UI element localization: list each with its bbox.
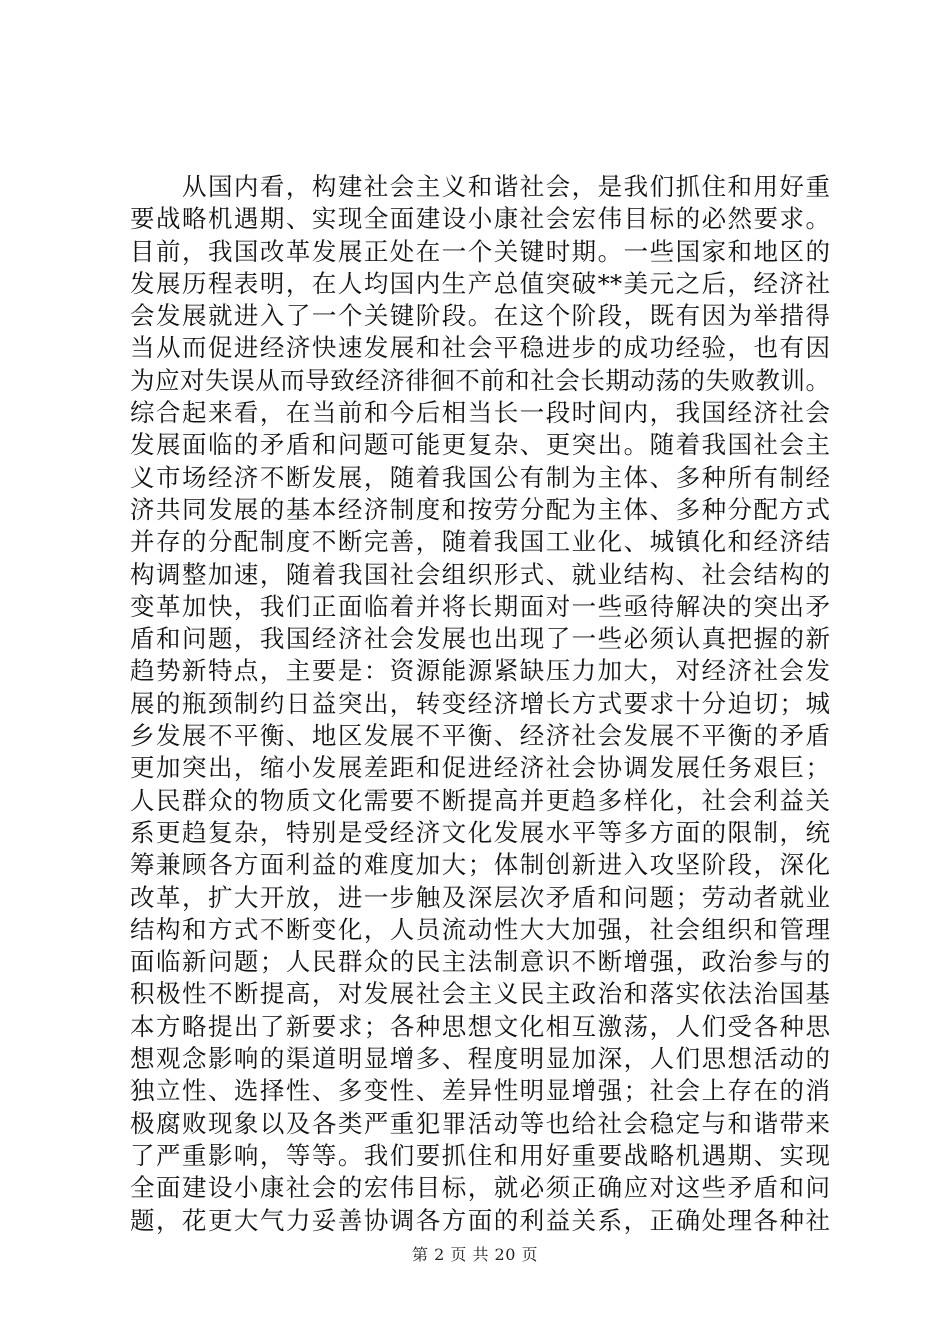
text-line: 义市场经济不断发展，随着我国公有制为主体、多种所有制经 [130, 462, 830, 492]
text-line: 了严重影响，等等。我们要抓住和用好重要战略机遇期、实现 [130, 1140, 830, 1170]
text-line: 更加突出，缩小发展差距和促进经济社会协调发展任务艰巨； [130, 753, 830, 783]
text-line: 构调整加速，随着我国社会组织形式、就业结构、社会结构的 [130, 559, 830, 589]
body-paragraph [130, 171, 830, 1237]
text-line: 积极性不断提高，对发展社会主义民主政治和落实依法治国基 [130, 979, 830, 1009]
text-line: 筹兼顾各方面利益的难度加大；体制创新进入攻坚阶段，深化 [130, 850, 830, 880]
text-line: 发展历程表明，在人均国内生产总值突破**美元之后，经济社 [130, 268, 830, 298]
text-line: 从国内看，构建社会主义和谐社会，是我们抓住和用好重 [130, 172, 830, 201]
text-line: 想观念影响的渠道明显增多、程度明显加深，人们思想活动的 [130, 1044, 830, 1074]
text-line: 并存的分配制度不断完善，随着我国工业化、城镇化和经济结 [130, 527, 830, 557]
text-line: 发展面临的矛盾和问题可能更复杂、更突出。随着我国社会主 [130, 430, 830, 460]
page-footer: 第 2 页 共 20 页 [412, 1245, 538, 1264]
text-line: 盾和问题，我国经济社会发展也出现了一些必须认真把握的新 [130, 624, 830, 654]
text-line: 全面建设小康社会的宏伟目标，就必须正确应对这些矛盾和问 [130, 1173, 830, 1203]
text-line: 本方略提出了新要求；各种思想文化相互激荡，人们受各种思 [130, 1011, 830, 1041]
text-line: 济共同发展的基本经济制度和按劳分配为主体、多种分配方式 [130, 494, 830, 524]
text-line: 趋势新特点，主要是：资源能源紧缺压力加大，对经济社会发 [130, 656, 830, 686]
text-line: 面临新问题；人民群众的民主法制意识不断增强，政治参与的 [130, 947, 830, 977]
text-line: 题，花更大气力妥善协调各方面的利益关系，正确处理各种社 [130, 1205, 830, 1235]
text-line: 独立性、选择性、多变性、差异性明显增强；社会上存在的消 [130, 1076, 830, 1106]
text-line: 综合起来看，在当前和今后相当长一段时间内，我国经济社会 [130, 398, 830, 428]
text-line: 乡发展不平衡、地区发展不平衡、经济社会发展不平衡的矛盾 [130, 721, 830, 751]
text-line: 系更趋复杂，特别是受经济文化发展水平等多方面的限制，统 [130, 817, 830, 847]
text-line: 要战略机遇期、实现全面建设小康社会宏伟目标的必然要求。 [130, 204, 830, 234]
text-line: 当从而促进经济快速发展和社会平稳进步的成功经验，也有因 [130, 333, 830, 363]
text-line: 极腐败现象以及各类严重犯罪活动等也给社会稳定与和谐带来 [130, 1108, 830, 1138]
text-line: 展的瓶颈制约日益突出，转变经济增长方式要求十分迫切；城 [130, 688, 830, 718]
text-line: 会发展就进入了一个关键阶段。在这个阶段，既有因为举措得 [130, 301, 830, 331]
text-line: 结构和方式不断变化，人员流动性大大加强，社会组织和管理 [130, 914, 830, 944]
text-line: 人民群众的物质文化需要不断提高并更趋多样化，社会利益关 [130, 785, 830, 815]
text-line: 改革，扩大开放，进一步触及深层次矛盾和问题；劳动者就业 [130, 882, 830, 912]
text-line: 变革加快，我们正面临着并将长期面对一些亟待解决的突出矛 [130, 591, 830, 621]
text-line: 为应对失误从而导致经济徘徊不前和社会长期动荡的失败教训。 [130, 365, 830, 395]
text-line: 目前，我国改革发展正处在一个关键时期。一些国家和地区的 [130, 236, 830, 266]
